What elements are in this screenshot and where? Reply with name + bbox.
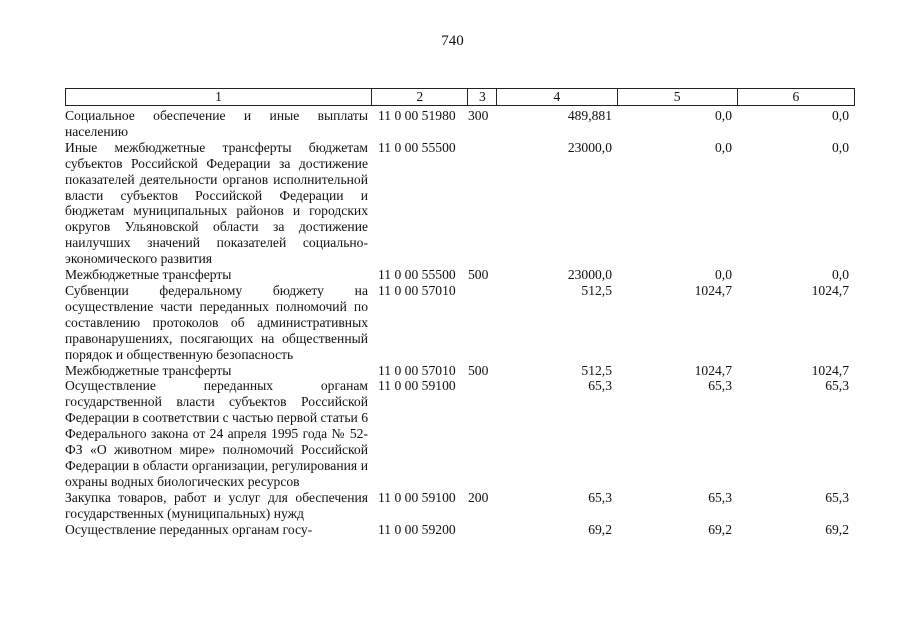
table-row <box>65 108 855 140</box>
table-row <box>65 522 855 538</box>
row-value-col5: 69,2 <box>708 521 732 537</box>
table-header <box>65 88 855 106</box>
row-value-col4: 65,3 <box>588 378 612 394</box>
header-cell: 6 <box>737 89 854 105</box>
table-row <box>65 363 855 379</box>
row-value-col5: 0,0 <box>715 139 732 155</box>
table-row <box>65 267 855 283</box>
table-body <box>65 108 855 537</box>
row-name: Осуществление переданных органам государственной власти субъектов Российской Федерации в соответствии с частью первой статьи 6 Федерального закона от 24 апреля 1995 года № 52-ФЗ «О животном мире» полномочий Российской Федерации в области организации, регулирования и охраны водных биологических ресурсов <box>65 378 368 489</box>
row-value-col4: 69,2 <box>588 521 612 537</box>
row-value-col4: 512,5 <box>581 282 612 298</box>
row-name: Иные межбюджетные трансферты бюджетам субъектов Российской Федерации за достижение показателей деятельности органов исполнительной власти субъектов Российской Федерации и бюджетам муниципальных районов и городских округов Ульяновской области за достижение наилучших значений показателей социально-экономического развития <box>65 139 368 267</box>
row-value-col5: 0,0 <box>715 108 732 123</box>
row-type <box>468 378 496 489</box>
row-type <box>468 522 496 538</box>
row-value-col6: 69,2 <box>825 521 849 537</box>
table-row <box>65 490 855 522</box>
row-code: 11 0 00 59200 <box>378 521 456 537</box>
row-type: 200 <box>468 489 489 505</box>
row-name: Межбюджетные трансферты <box>65 267 232 283</box>
row-code: 11 0 00 51980 <box>378 108 456 123</box>
row-value-col6: 65,3 <box>825 489 849 505</box>
row-value-col6: 0,0 <box>832 139 849 155</box>
row-value-col6: 65,3 <box>825 378 849 394</box>
header-cell: 3 <box>467 89 496 105</box>
row-code: 11 0 00 59100 <box>378 489 456 505</box>
row-value-col5: 0,0 <box>715 267 732 283</box>
row-value-col5: 1024,7 <box>694 362 732 378</box>
row-type: 500 <box>468 267 489 283</box>
row-value-col6: 0,0 <box>832 108 849 123</box>
row-value-col4: 489,881 <box>567 108 612 123</box>
row-type <box>468 140 496 267</box>
page-number: 740 <box>441 33 464 49</box>
table-row <box>65 140 855 267</box>
header-cell: 5 <box>617 89 737 105</box>
row-type: 500 <box>468 362 489 378</box>
row-name: Субвенции федеральному бюджету на осуществление части переданных полномочий по составлению протоколов об административных правонарушениях, посягающих на общественный порядок и общественную безопасность <box>65 282 368 362</box>
row-name: Межбюджетные трансферты <box>65 362 232 378</box>
table-row <box>65 283 855 363</box>
row-code: 11 0 00 57010 <box>378 362 456 378</box>
header-cell: 2 <box>371 89 467 105</box>
row-value-col6: 1024,7 <box>811 282 849 298</box>
table-row <box>65 378 855 489</box>
row-code: 11 0 00 57010 <box>378 282 456 298</box>
header-cell: 1 <box>215 89 222 104</box>
header-cell: 4 <box>496 89 616 105</box>
row-value-col6: 1024,7 <box>811 362 849 378</box>
row-type: 300 <box>468 108 489 123</box>
row-name: Закупка товаров, работ и услуг для обеспечения государственных (муниципальных) нужд <box>65 489 368 521</box>
row-type <box>468 283 496 363</box>
row-value-col5: 65,3 <box>708 378 732 394</box>
row-name: Осуществление переданных органам госу- <box>65 521 313 537</box>
row-name: Социальное обеспечение и иные выплаты населению <box>65 108 368 139</box>
row-code: 11 0 00 55500 <box>378 267 456 283</box>
row-code: 11 0 00 55500 <box>378 139 456 155</box>
row-value-col4: 23000,0 <box>567 267 612 283</box>
row-value-col4: 65,3 <box>588 489 612 505</box>
row-value-col6: 0,0 <box>832 267 849 283</box>
row-value-col5: 1024,7 <box>694 282 732 298</box>
budget-table <box>65 88 855 537</box>
row-value-col4: 512,5 <box>581 362 612 378</box>
row-value-col4: 23000,0 <box>567 139 612 155</box>
row-code: 11 0 00 59100 <box>378 378 456 394</box>
row-value-col5: 65,3 <box>708 489 732 505</box>
